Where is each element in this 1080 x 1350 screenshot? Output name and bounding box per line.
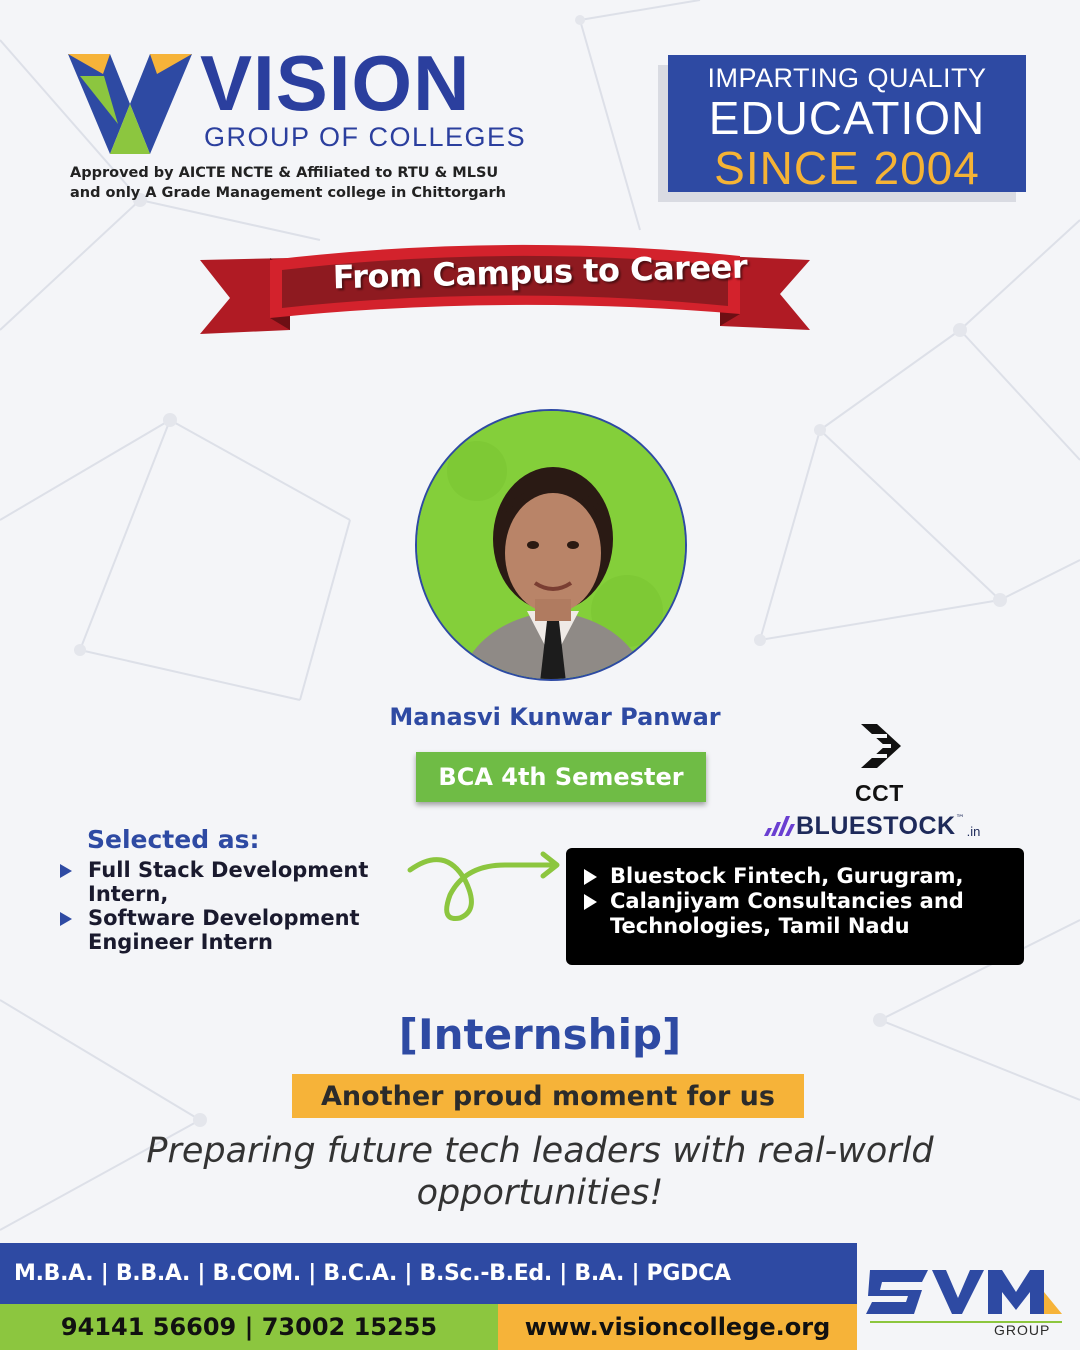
- student-name: Manasvi Kunwar Panwar: [389, 703, 721, 731]
- student-portrait-icon: [417, 411, 687, 681]
- student-photo: [415, 409, 687, 681]
- company-text: Calanjiyam Consultancies and Technologies, Tamil Nadu: [610, 889, 964, 938]
- triangle-bullet-icon: [584, 894, 597, 910]
- bluestock-suffix: .in: [966, 823, 981, 839]
- bluestock-bars-icon: [762, 814, 796, 838]
- semester-badge: BCA 4th Semester: [416, 752, 706, 802]
- role-item: [60, 858, 420, 906]
- proud-moment-banner: Another proud moment for us: [292, 1074, 804, 1118]
- approval-text: [70, 163, 550, 203]
- company-text: Bluestock Fintech, Gurugram,: [610, 864, 964, 888]
- logo-subtitle: GROUP OF COLLEGES: [204, 122, 527, 152]
- companies-box: [566, 848, 1024, 965]
- banner-title: From Campus to Career: [332, 247, 748, 297]
- website-link[interactable]: www.visioncollege.org: [498, 1304, 857, 1350]
- svm-group-logo: [866, 1262, 1066, 1342]
- triangle-bullet-icon: [60, 864, 72, 878]
- role-text: Software Development Engineer Intern: [88, 906, 360, 954]
- bluestock-logo: [762, 810, 980, 842]
- company-item: [584, 864, 1010, 889]
- triangle-bullet-icon: [60, 912, 72, 926]
- role-item: [60, 906, 420, 954]
- company-item: [584, 889, 1010, 939]
- quality-line-2: EDUCATION: [708, 92, 986, 144]
- cct-logo-icon: [857, 722, 905, 770]
- quality-line-1: IMPARTING QUALITY: [707, 63, 987, 93]
- cct-logo-text: CCT: [855, 780, 904, 806]
- role-text: Full Stack Development Intern,: [88, 858, 369, 906]
- quality-badge: [668, 55, 1026, 192]
- phone-numbers: 94141 56609 | 73002 15255: [0, 1304, 498, 1350]
- bluestock-logo-text: BLUESTOCK: [796, 811, 956, 840]
- selected-as-heading: Selected as:: [87, 825, 260, 854]
- svm-group-label: GROUP: [994, 1322, 1051, 1338]
- vision-logo-icon: [68, 54, 192, 156]
- triangle-bullet-icon: [584, 869, 597, 885]
- quality-line-3: SINCE 2004: [714, 142, 980, 194]
- approval-line-1: Approved by AICTE NCTE & Affiliated to RTU & MLSU: [70, 165, 499, 181]
- approval-line-2: and only A Grade Management college in Chittorgarh: [70, 185, 506, 201]
- courses-bar: M.B.A. | B.B.A. | B.COM. | B.C.A. | B.Sc.-B.Ed. | B.A. | PGDCA: [0, 1243, 857, 1304]
- bluestock-trademark: ™: [955, 814, 965, 824]
- internship-label: [Internship]: [398, 1010, 682, 1059]
- curly-arrow-icon: [405, 840, 570, 925]
- roles-list: [60, 858, 420, 954]
- tagline: Preparing future tech leaders with real-world opportunities!: [146, 1131, 934, 1213]
- logo-title: VISION: [200, 39, 471, 127]
